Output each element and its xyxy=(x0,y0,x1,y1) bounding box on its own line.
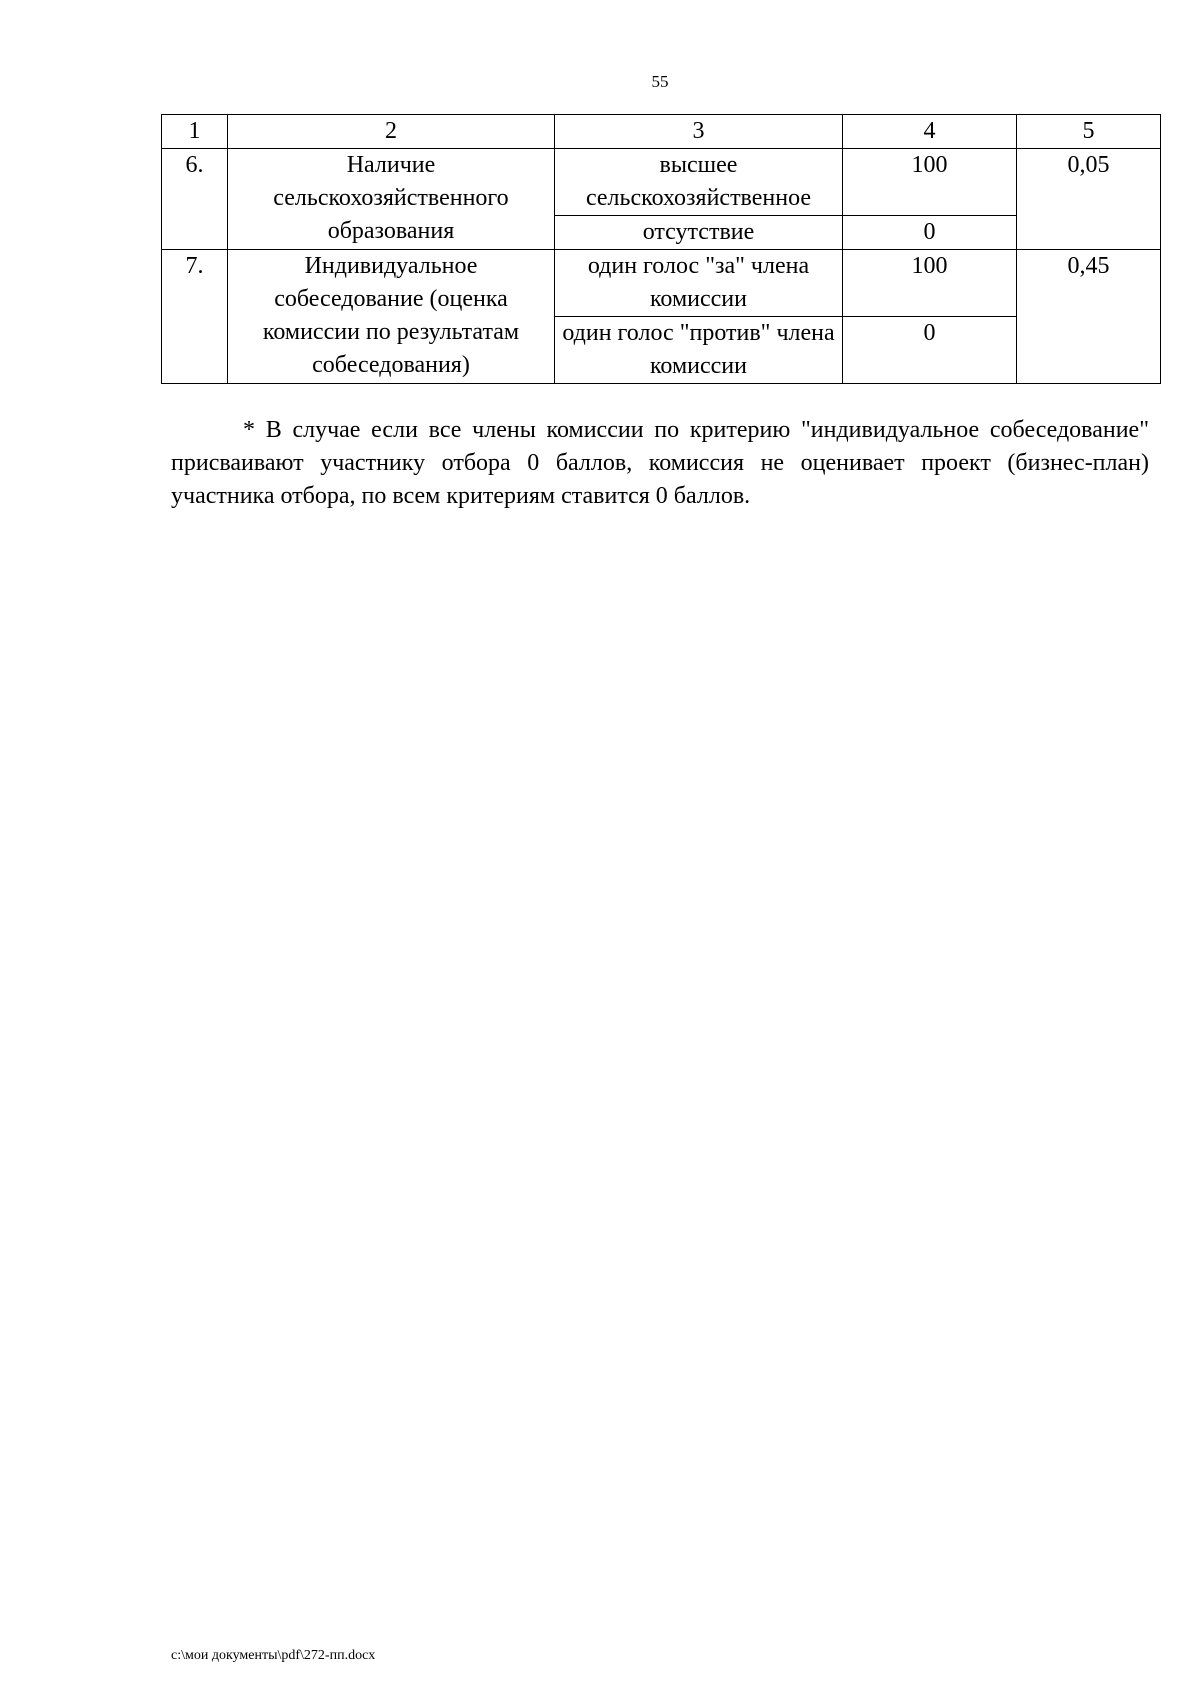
header-cell: 4 xyxy=(843,115,1017,149)
criterion-cell: Индивидуальное собеседование (оценка комиссии по результатам собеседования) xyxy=(228,250,555,384)
header-cell: 2 xyxy=(228,115,555,149)
header-cell: 5 xyxy=(1017,115,1161,149)
weight-cell: 0,45 xyxy=(1017,250,1161,384)
row-number: 6. xyxy=(162,149,228,250)
table-row xyxy=(162,149,1161,216)
criteria-table xyxy=(161,114,1161,384)
score-cell: 100 xyxy=(843,250,1017,317)
weight-cell: 0,05 xyxy=(1017,149,1161,250)
option-cell: один голос "за" члена комиссии xyxy=(555,250,843,317)
footer-file-path: c:\мои документы\pdf\272-пп.docx xyxy=(171,1648,376,1663)
score-cell: 0 xyxy=(843,216,1017,250)
page-number: 55 xyxy=(651,72,669,91)
table-row xyxy=(162,250,1161,317)
criterion-cell: Наличие сельскохозяйственного образования xyxy=(228,149,555,250)
option-cell: один голос "против" члена комиссии xyxy=(555,317,843,384)
footnote-paragraph: * В случае если все члены комиссии по критерию "индивидуальное собеседование" присваивают участнику отбора 0 баллов, комиссия не оценивает проект (бизнес-план) участника отбора, по всем критериям ставится 0 баллов. xyxy=(171,417,1149,509)
option-cell: отсутствие xyxy=(555,216,843,250)
score-cell: 100 xyxy=(843,149,1017,216)
table-header-row xyxy=(162,115,1161,149)
header-cell: 3 xyxy=(555,115,843,149)
option-cell: высшее сельскохозяйственное xyxy=(555,149,843,216)
row-number: 7. xyxy=(162,250,228,384)
score-cell: 0 xyxy=(843,317,1017,384)
header-cell: 1 xyxy=(162,115,228,149)
